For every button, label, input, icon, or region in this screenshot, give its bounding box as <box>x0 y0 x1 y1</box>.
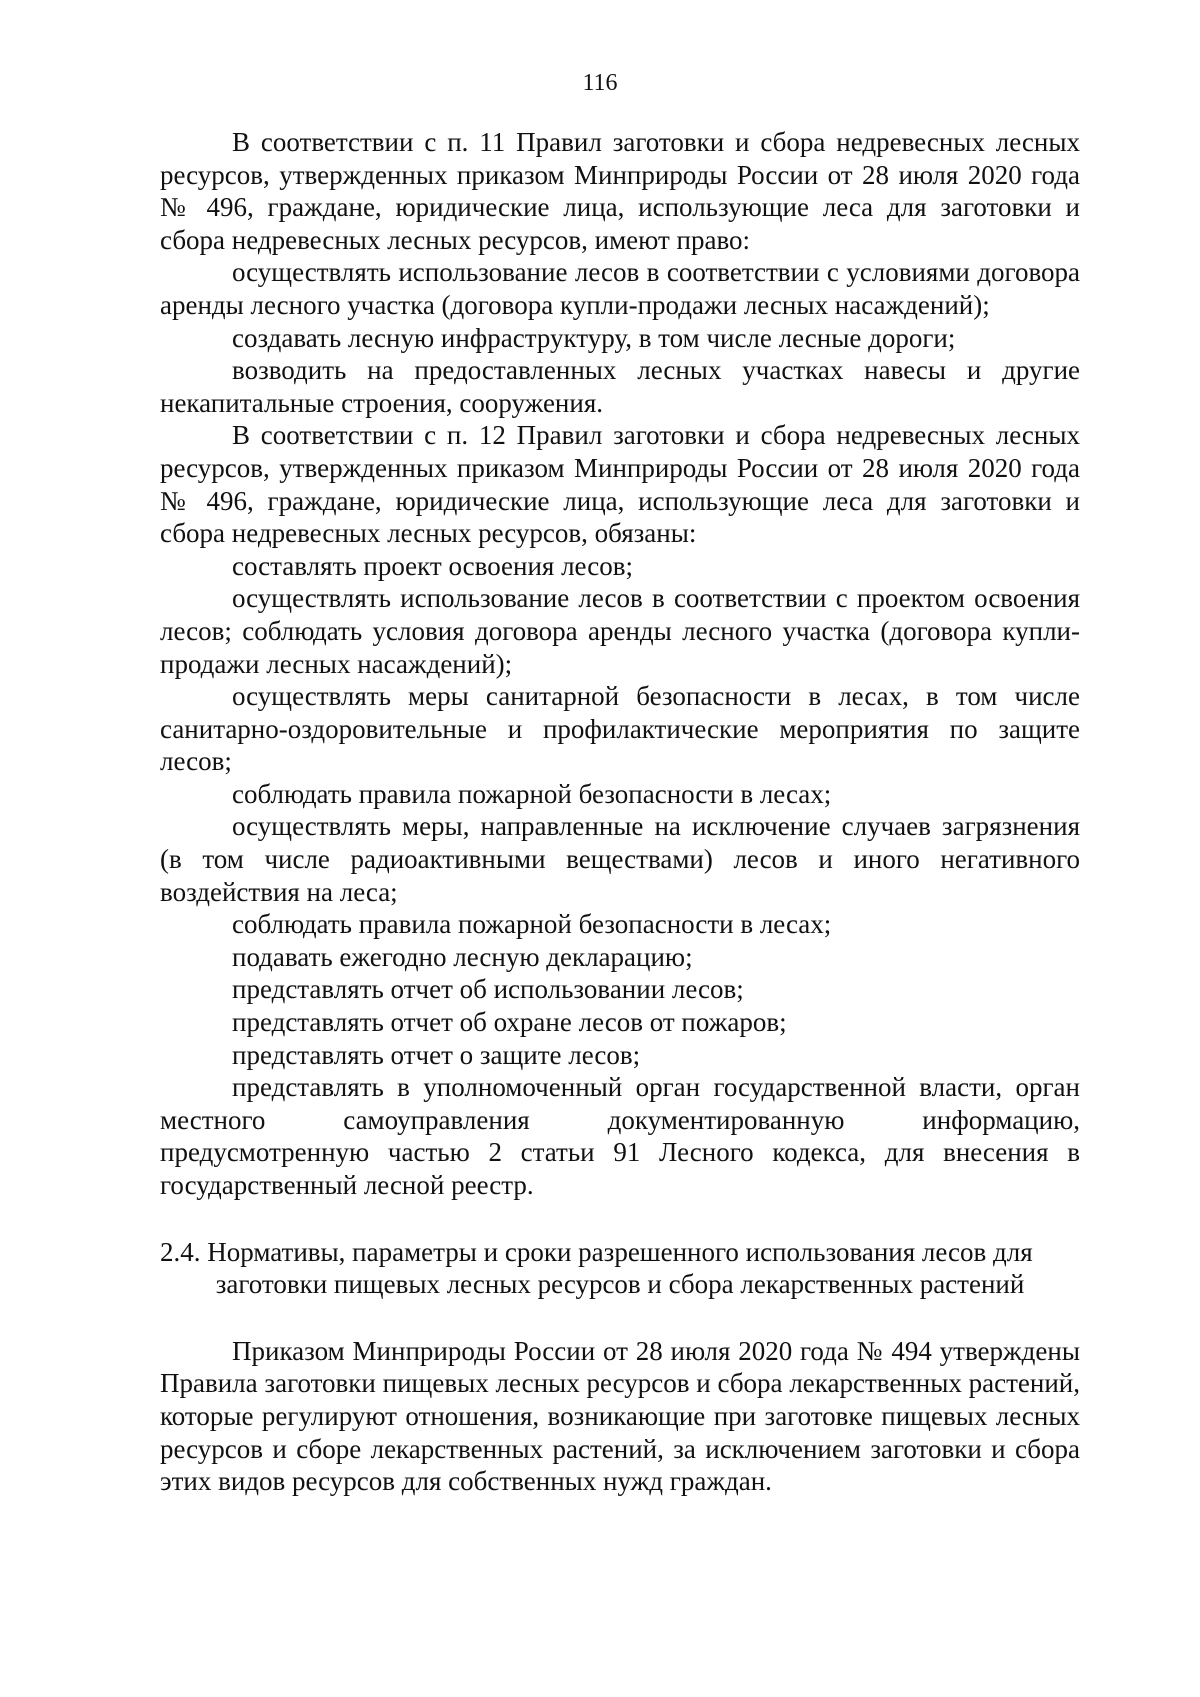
list-item: соблюдать правила пожарной безопасности в лесах; <box>232 778 832 809</box>
paragraph: В соответствии с п. 12 Правил заготовки и сбора недревесных лесных ресурсов, утвержденных приказом Минприроды России от 28 июля 2020 года № 496, граждане, юридические лица, использующие леса для заготовки и сбора недревесных лесных ресурсов, обязаны: <box>160 420 1080 549</box>
list-item: подавать ежегодно лесную декларацию; <box>232 941 693 972</box>
section-food-resources <box>160 1335 1080 1498</box>
document-body <box>160 126 1080 1498</box>
paragraph: Приказом Минприроды России от 28 июля 2020 года № 494 утверждены Правила заготовки пищевых лесных ресурсов и сбора лекарственных растений, которые регулируют отношения, возникающие при заготовке пищевых лесных ресурсов и сборе лекарственных растений, за исключением заготовки и сбора этих видов ресурсов для собственных нужд граждан. <box>160 1335 1080 1497</box>
page-number: 116 <box>582 70 618 96</box>
list-item: представлять отчет об охране лесов от пожаров; <box>232 1007 787 1038</box>
list-item: представлять в уполномоченный орган государственной власти, орган местного самоуправления документированную информацию, предусмотренную частью 2 статьи 91 Лесного кодекса, для внесения в государственный лесной реестр. <box>160 1072 1080 1200</box>
list-item: представлять отчет о защите лесов; <box>232 1039 641 1070</box>
section-heading-line: 2.4. Нормативы, параметры и сроки разрешенного использования лесов для <box>160 1236 1033 1267</box>
paragraph: В соответствии с п. 11 Правил заготовки и сбора недревесных лесных ресурсов, утвержденных приказом Минприроды России от 28 июля 2020 года № 496, граждане, юридические лица, использующие леса для заготовки и сбора недревесных лесных ресурсов, имеют право: <box>160 127 1080 255</box>
list-item: возводить на предоставленных лесных участках навесы и другие некапитальные строения, сооружения. <box>160 355 1080 418</box>
list-item: составлять проект освоения лесов; <box>232 550 633 581</box>
section-heading-line: заготовки пищевых лесных ресурсов и сбора лекарственных растений <box>215 1269 1025 1300</box>
list-item: представлять отчет об использовании лесов; <box>232 974 744 1005</box>
list-item: осуществлять использование лесов в соответствии с проектом освоения лесов; соблюдать условия договора аренды лесного участка (договора купли-продажи лесных насаждений); <box>160 583 1080 679</box>
list-item: создавать лесную инфраструктуру, в том числе лесные дороги; <box>232 322 956 353</box>
section-rights-and-duties <box>160 126 1080 1202</box>
section-heading <box>160 1236 1080 1301</box>
list-item: осуществлять использование лесов в соответствии с условиями договора аренды лесного участка (договора купли-продажи лесных насаждений); <box>160 257 1080 320</box>
list-item: осуществлять меры санитарной безопасности в лесах, в том числе санитарно-оздоровительные и профилактические мероприятия по защите лесов; <box>160 681 1080 777</box>
list-item: соблюдать правила пожарной безопасности в лесах; <box>232 909 832 940</box>
list-item: осуществлять меры, направленные на исключение случаев загрязнения (в том числе радиоактивными веществами) лесов и иного негативного воздействия на леса; <box>160 811 1080 907</box>
